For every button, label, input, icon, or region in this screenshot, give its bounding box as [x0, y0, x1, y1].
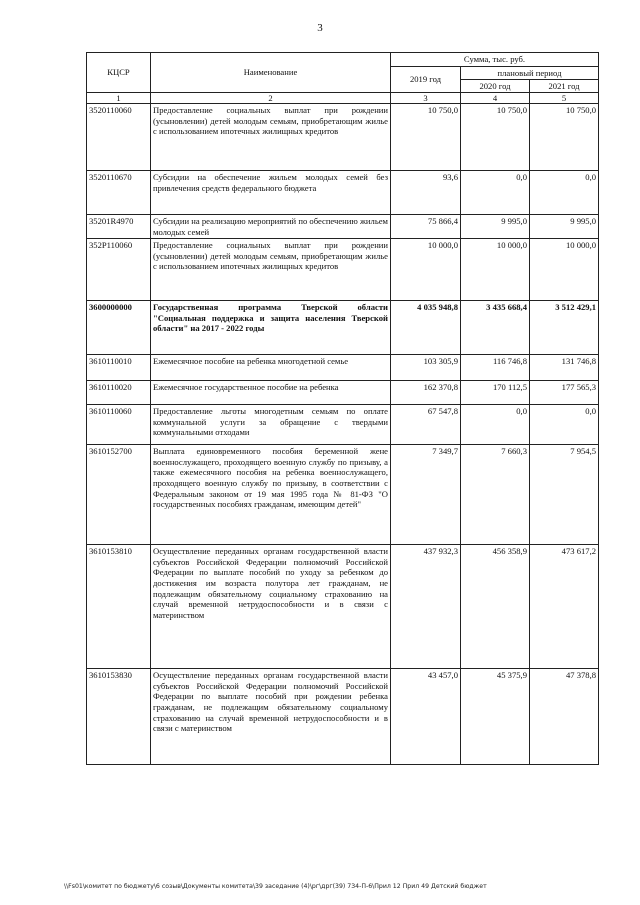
- column-number: 4: [461, 93, 530, 104]
- header-2019: 2019 год: [391, 67, 461, 93]
- column-number: 2: [151, 93, 391, 104]
- table-row: [87, 445, 599, 545]
- row-value-2019: 75 866,4: [391, 215, 461, 239]
- column-numbers-row: [87, 93, 599, 104]
- row-value-2021: 3 512 429,1: [530, 301, 599, 355]
- file-path-footer: \\Fs01\комитет по бюджету\6 созыв\Документы комитета\39 заседание (4)\рг\дрг(39) 734-П-6\Прил 12 Прил 49 Детский бюджет: [64, 883, 487, 890]
- row-code: 3610153810: [87, 545, 151, 669]
- table-row: [87, 215, 599, 239]
- row-value-2020: 9 995,0: [461, 215, 530, 239]
- row-value-2020: 0,0: [461, 171, 530, 215]
- header-name: Наименование: [151, 53, 391, 93]
- row-value-2019: 10 000,0: [391, 239, 461, 301]
- table-row: [87, 104, 599, 171]
- row-code: 3520110060: [87, 104, 151, 171]
- header-planned: плановый период: [461, 67, 599, 80]
- table-header: [87, 53, 599, 93]
- table-row: [87, 381, 599, 405]
- row-name: Предоставление социальных выплат при рождении (усыновлении) детей молодым семьям, приобретающим жилье с использованием ипотечных жилищных кредитов: [151, 239, 391, 301]
- row-value-2020: 116 746,8: [461, 355, 530, 381]
- row-value-2019: 10 750,0: [391, 104, 461, 171]
- row-value-2021: 0,0: [530, 171, 599, 215]
- column-number: 3: [391, 93, 461, 104]
- row-code: 3600000000: [87, 301, 151, 355]
- header-kcsr: КЦСР: [87, 53, 151, 93]
- row-value-2021: 9 995,0: [530, 215, 599, 239]
- row-name: Предоставление льготы многодетным семьям по оплате коммунальной услуги за обращение с твердыми коммунальными отходами: [151, 405, 391, 445]
- row-code: 352P110060: [87, 239, 151, 301]
- row-value-2020: 45 375,9: [461, 669, 530, 765]
- column-number: 1: [87, 93, 151, 104]
- column-number: 5: [530, 93, 599, 104]
- row-value-2021: 10 000,0: [530, 239, 599, 301]
- row-value-2021: 131 746,8: [530, 355, 599, 381]
- row-code: 35201R4970: [87, 215, 151, 239]
- row-name: Предоставление социальных выплат при рождении (усыновлении) детей молодым семьям, приобретающим жилье с использованием ипотечных жилищных кредитов: [151, 104, 391, 171]
- row-value-2021: 47 378,8: [530, 669, 599, 765]
- row-value-2019: 4 035 948,8: [391, 301, 461, 355]
- table-row: [87, 669, 599, 765]
- row-value-2021: 7 954,5: [530, 445, 599, 545]
- row-value-2019: 43 457,0: [391, 669, 461, 765]
- row-value-2020: 10 750,0: [461, 104, 530, 171]
- row-name: Осуществление переданных органам государственной власти субъектов Российской Федерации полномочий Российской Федерации по выплате пособий по уходу за ребенком до достижения им возраста полутора лет гражданам, не подлежащим обязательному социальному страхованию на случай временной нетрудоспособности и в связи с материнством: [151, 545, 391, 669]
- row-value-2020: 456 358,9: [461, 545, 530, 669]
- row-value-2020: 7 660,3: [461, 445, 530, 545]
- table-row: [87, 405, 599, 445]
- row-value-2019: 162 370,8: [391, 381, 461, 405]
- row-value-2021: 10 750,0: [530, 104, 599, 171]
- table-body: [87, 93, 599, 765]
- row-value-2021: 0,0: [530, 405, 599, 445]
- row-name: Выплата единовременного пособия беременной жене военнослужащего, проходящего военную службу по призыву, а также ежемесячного пособия на ребенка военнослужащего, проходящего военную службу по призыву, в соответствии с Федеральным законом от 19 мая 1995 года № 81-ФЗ "О государственных пособиях гражданам, имеющим детей": [151, 445, 391, 545]
- row-name: Ежемесячное пособие на ребенка многодетной семье: [151, 355, 391, 381]
- row-value-2020: 3 435 668,4: [461, 301, 530, 355]
- table-row: [87, 171, 599, 215]
- row-name: Субсидии на реализацию мероприятий по обеспечению жильем молодых семей: [151, 215, 391, 239]
- row-value-2019: 103 305,9: [391, 355, 461, 381]
- table-row: [87, 301, 599, 355]
- row-value-2020: 0,0: [461, 405, 530, 445]
- row-name: Субсидии на обеспечение жильем молодых семей без привлечения средств федерального бюджета: [151, 171, 391, 215]
- header-2021: 2021 год: [530, 80, 599, 93]
- row-code: 3610110060: [87, 405, 151, 445]
- row-code: 3610153830: [87, 669, 151, 765]
- table-row: [87, 545, 599, 669]
- row-value-2019: 7 349,7: [391, 445, 461, 545]
- row-value-2021: 473 617,2: [530, 545, 599, 669]
- row-value-2019: 437 932,3: [391, 545, 461, 669]
- row-name: Государственная программа Тверской области "Социальная поддержка и защита населения Тверской области" на 2017 - 2022 годы: [151, 301, 391, 355]
- row-value-2019: 93,6: [391, 171, 461, 215]
- row-value-2020: 10 000,0: [461, 239, 530, 301]
- row-code: 3610110020: [87, 381, 151, 405]
- row-name: Ежемесячное государственное пособие на ребенка: [151, 381, 391, 405]
- row-value-2019: 67 547,8: [391, 405, 461, 445]
- row-code: 3520110670: [87, 171, 151, 215]
- budget-table: [86, 52, 599, 765]
- header-sum: Сумма, тыс. руб.: [391, 53, 599, 67]
- table-row: [87, 239, 599, 301]
- row-name: Осуществление переданных органам государственной власти субъектов Российской Федерации полномочий Российской Федерации по выплате пособий при рождении ребенка гражданам, не подлежащим обязательному социальному страхованию на случай временной нетрудоспособности и в связи с материнством: [151, 669, 391, 765]
- row-value-2021: 177 565,3: [530, 381, 599, 405]
- page-number: 3: [317, 22, 323, 34]
- row-value-2020: 170 112,5: [461, 381, 530, 405]
- row-code: 3610110010: [87, 355, 151, 381]
- header-2020: 2020 год: [461, 80, 530, 93]
- row-code: 3610152700: [87, 445, 151, 545]
- table-row: [87, 355, 599, 381]
